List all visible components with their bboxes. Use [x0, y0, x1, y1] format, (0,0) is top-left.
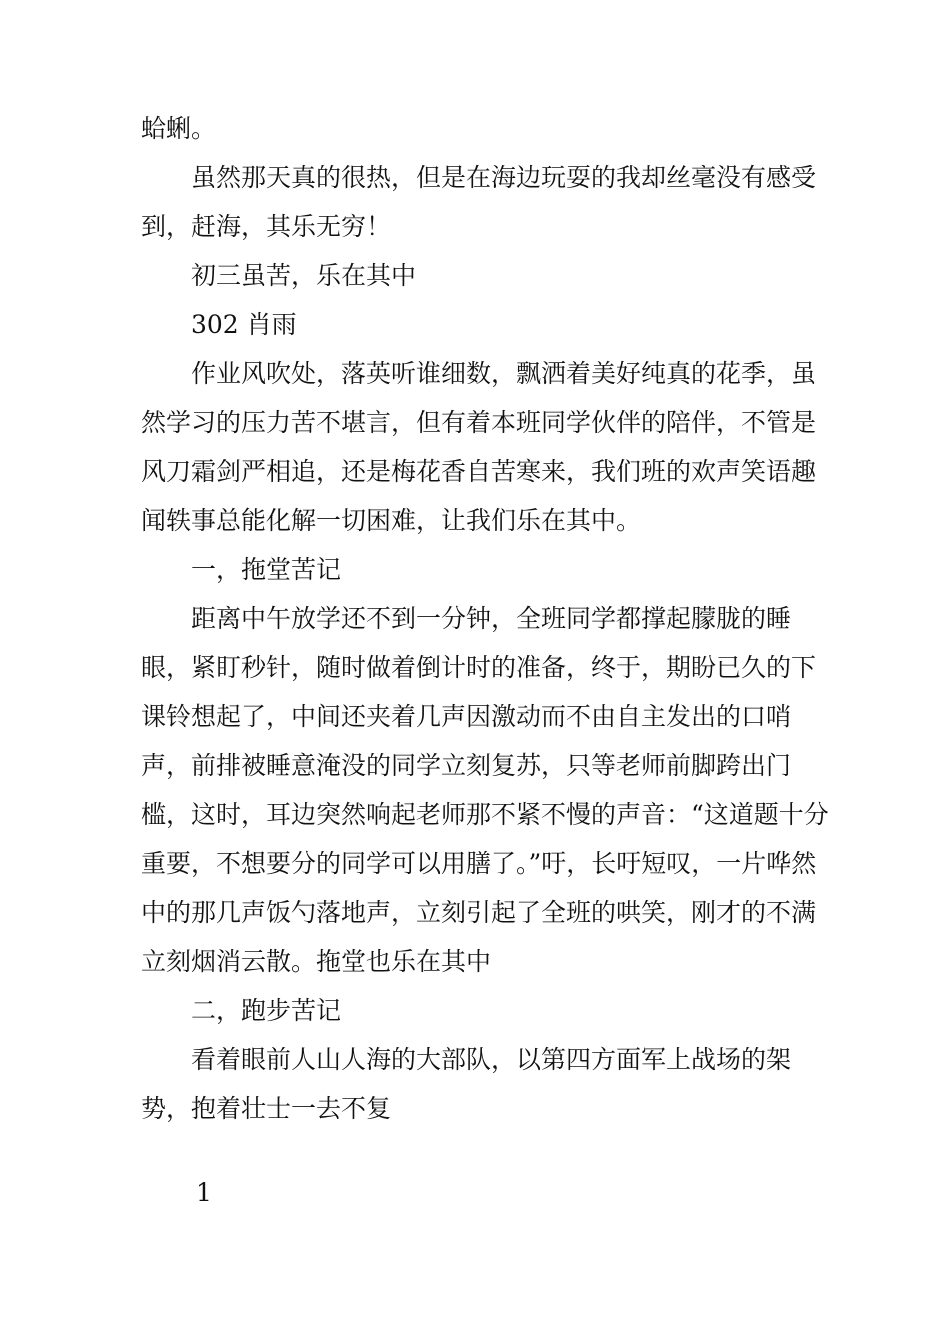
- paragraph: 作业风吹处，落英听谁细数，飘洒着美好纯真的花季，虽然学习的压力苦不堪言，但有着本班同学伙伴的陪伴，不管是风刀霜剑严相追，还是梅花香自苦寒来，我们班的欢声笑语趣闻轶事总能化解一切困难，让我们乐在其中。: [141, 359, 817, 535]
- paragraph: 虽然那天真的很热，但是在海边玩耍的我却丝毫没有感受到，赶海，其乐无穷！: [141, 163, 817, 241]
- section-heading: 一，拖堂苦记: [191, 555, 342, 584]
- essay-author: 302 肖雨: [191, 310, 297, 339]
- paragraph-continuation: 蛤蜊。: [141, 114, 217, 143]
- paragraph: 看着眼前人山人海的大部队，以第四方面军上战场的架势，抱着壮士一去不复: [141, 1045, 792, 1123]
- section-heading: 二，跑步苦记: [191, 996, 342, 1025]
- document-body: [141, 104, 831, 1133]
- essay-title: 初三虽苦，乐在其中: [191, 261, 417, 290]
- page-number: 1: [196, 1178, 212, 1207]
- paragraph: 距离中午放学还不到一分钟，全班同学都撑起朦胧的睡眼，紧盯秒针，随时做着倒计时的准备，终于，期盼已久的下课铃想起了，中间还夹着几声因激动而不由自主发出的口哨声，前排被睡意淹没的同学立刻复苏，只等老师前脚跨出门槛，这时，耳边突然响起老师那不紧不慢的声音：“这道题十分重要，不想要分的同学可以用膳了。”吁，长吁短叹，一片哗然中的那几声饭勺落地声，立刻引起了全班的哄笑，刚才的不满立刻烟消云散。拖堂也乐在其中: [141, 604, 829, 976]
